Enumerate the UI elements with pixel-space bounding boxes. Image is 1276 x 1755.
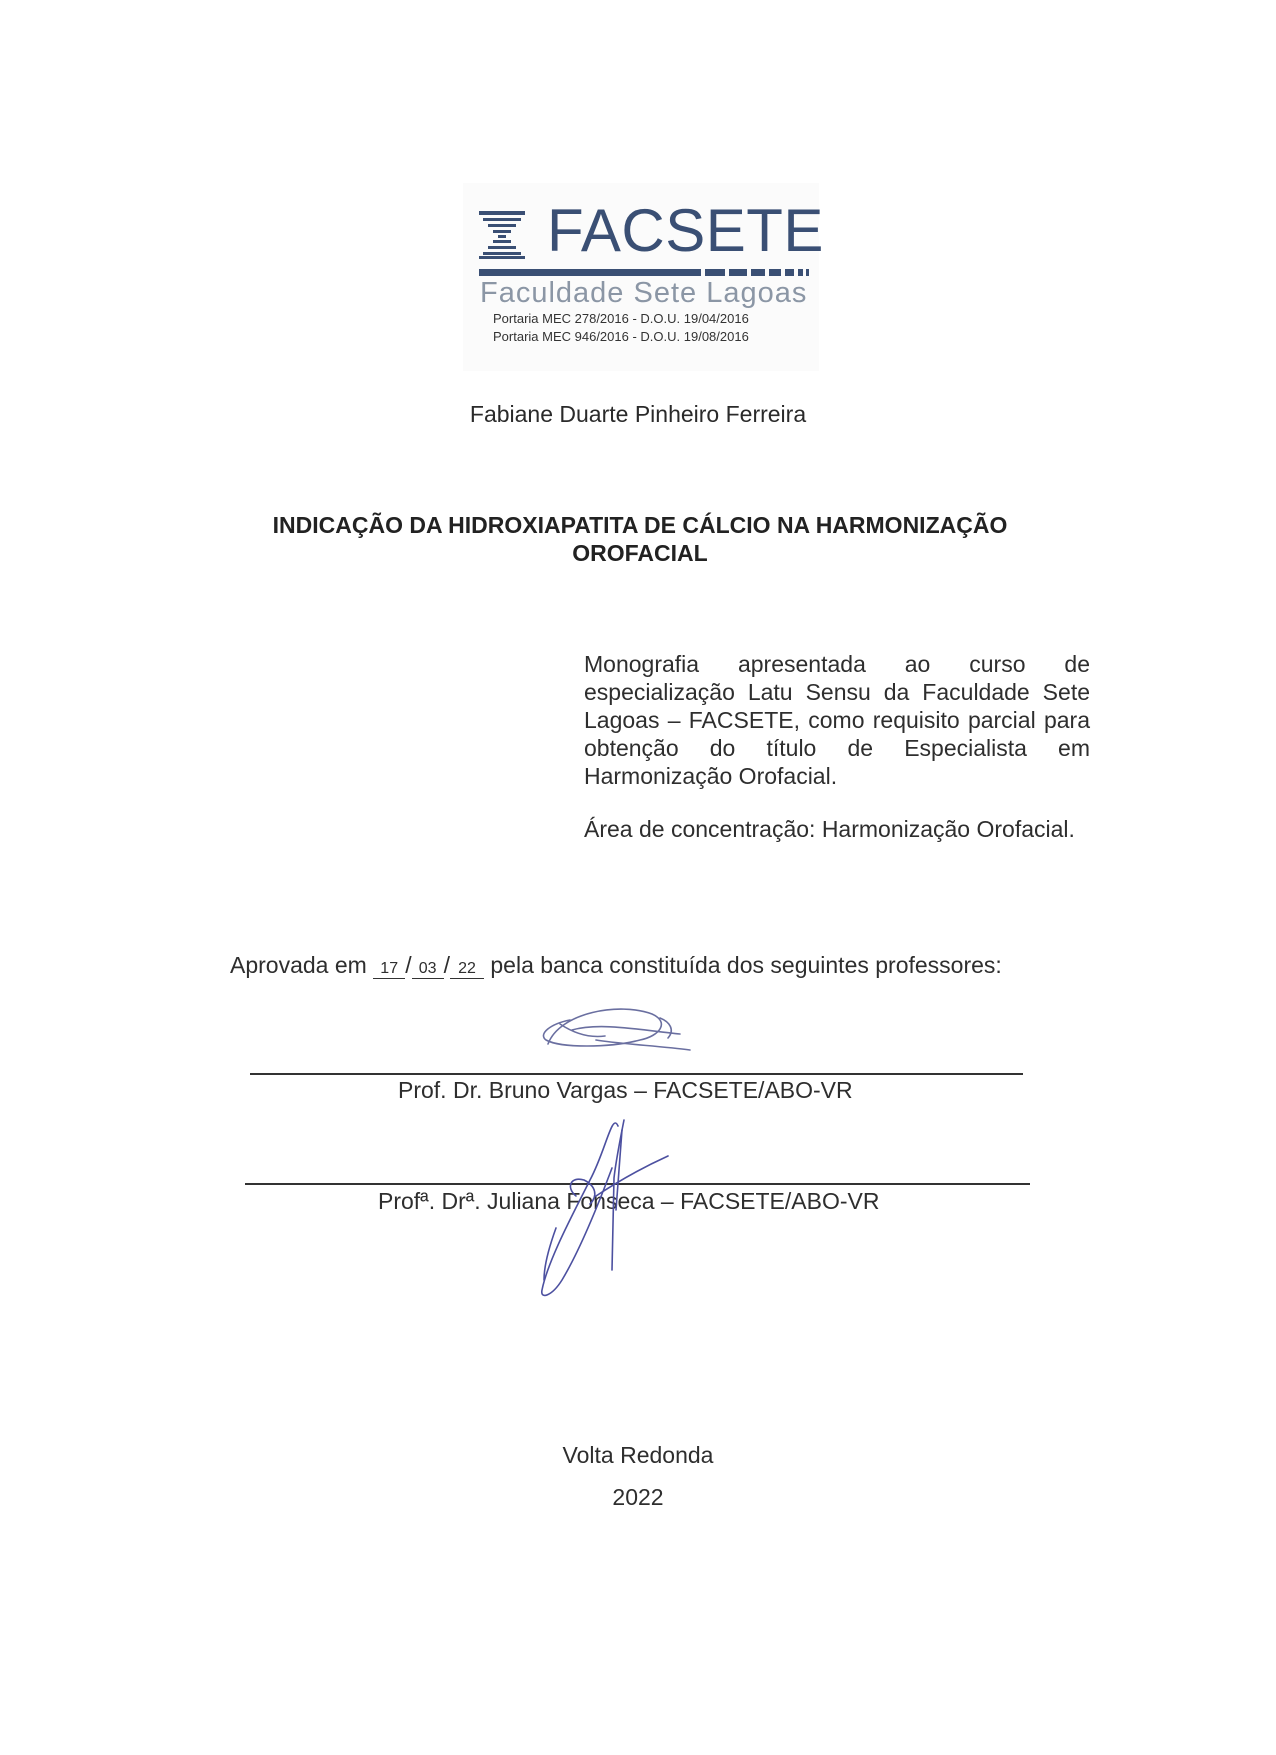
signature-line-1 xyxy=(250,1073,1023,1075)
logo-portaria-2: Portaria MEC 946/2016 - D.O.U. 19/08/2016 xyxy=(493,329,749,344)
thesis-description: Monografia apresentada ao curso de especialização Latu Sensu da Faculdade Sete Lagoas – FACSETE, como requisito parcial para obtenção do título de Especialista em Harmonização Orofacial. xyxy=(584,651,1090,789)
publication-year: 2022 xyxy=(612,1484,664,1510)
signature-examiner-1 xyxy=(543,1009,690,1050)
facsete-emblem-icon xyxy=(477,209,527,259)
logo-subtitle: Faculdade Sete Lagoas xyxy=(480,277,808,309)
thesis-title xyxy=(220,511,1060,567)
approval-suffix: pela banca constituída dos seguintes professores: xyxy=(490,952,1002,978)
thesis-title-line-1: INDICAÇÃO DA HIDROXIAPATITA DE CÁLCIO NA HARMONIZAÇÃO xyxy=(272,512,1008,538)
approval-day: 17 xyxy=(373,960,405,979)
thesis-title-line-2: OROFACIAL xyxy=(572,540,708,566)
logo-name: FACSETE xyxy=(547,197,824,264)
logo-portaria-1: Portaria MEC 278/2016 - D.O.U. 19/04/2016 xyxy=(493,311,749,326)
examiner-1-name: Prof. Dr. Bruno Vargas – FACSETE/ABO-VR xyxy=(398,1077,853,1103)
approval-statement: Aprovada em 17 / 03 / 22 pela banca constituída dos seguintes professores: xyxy=(230,952,1002,978)
logo-divider-bar xyxy=(479,269,809,276)
institution-logo xyxy=(463,183,824,371)
concentration-area: Área de concentração: Harmonização Orofacial. xyxy=(584,816,1075,842)
approval-year: 22 xyxy=(450,960,484,979)
author-name: Fabiane Duarte Pinheiro Ferreira xyxy=(469,401,807,427)
city: Volta Redonda xyxy=(562,1442,714,1468)
signature-line-2 xyxy=(245,1183,1030,1185)
approval-month: 03 xyxy=(412,960,444,979)
approval-prefix: Aprovada em xyxy=(230,952,367,978)
examiner-2-name: Profª. Drª. Juliana Fonseca – FACSETE/ABO-VR xyxy=(378,1188,880,1214)
